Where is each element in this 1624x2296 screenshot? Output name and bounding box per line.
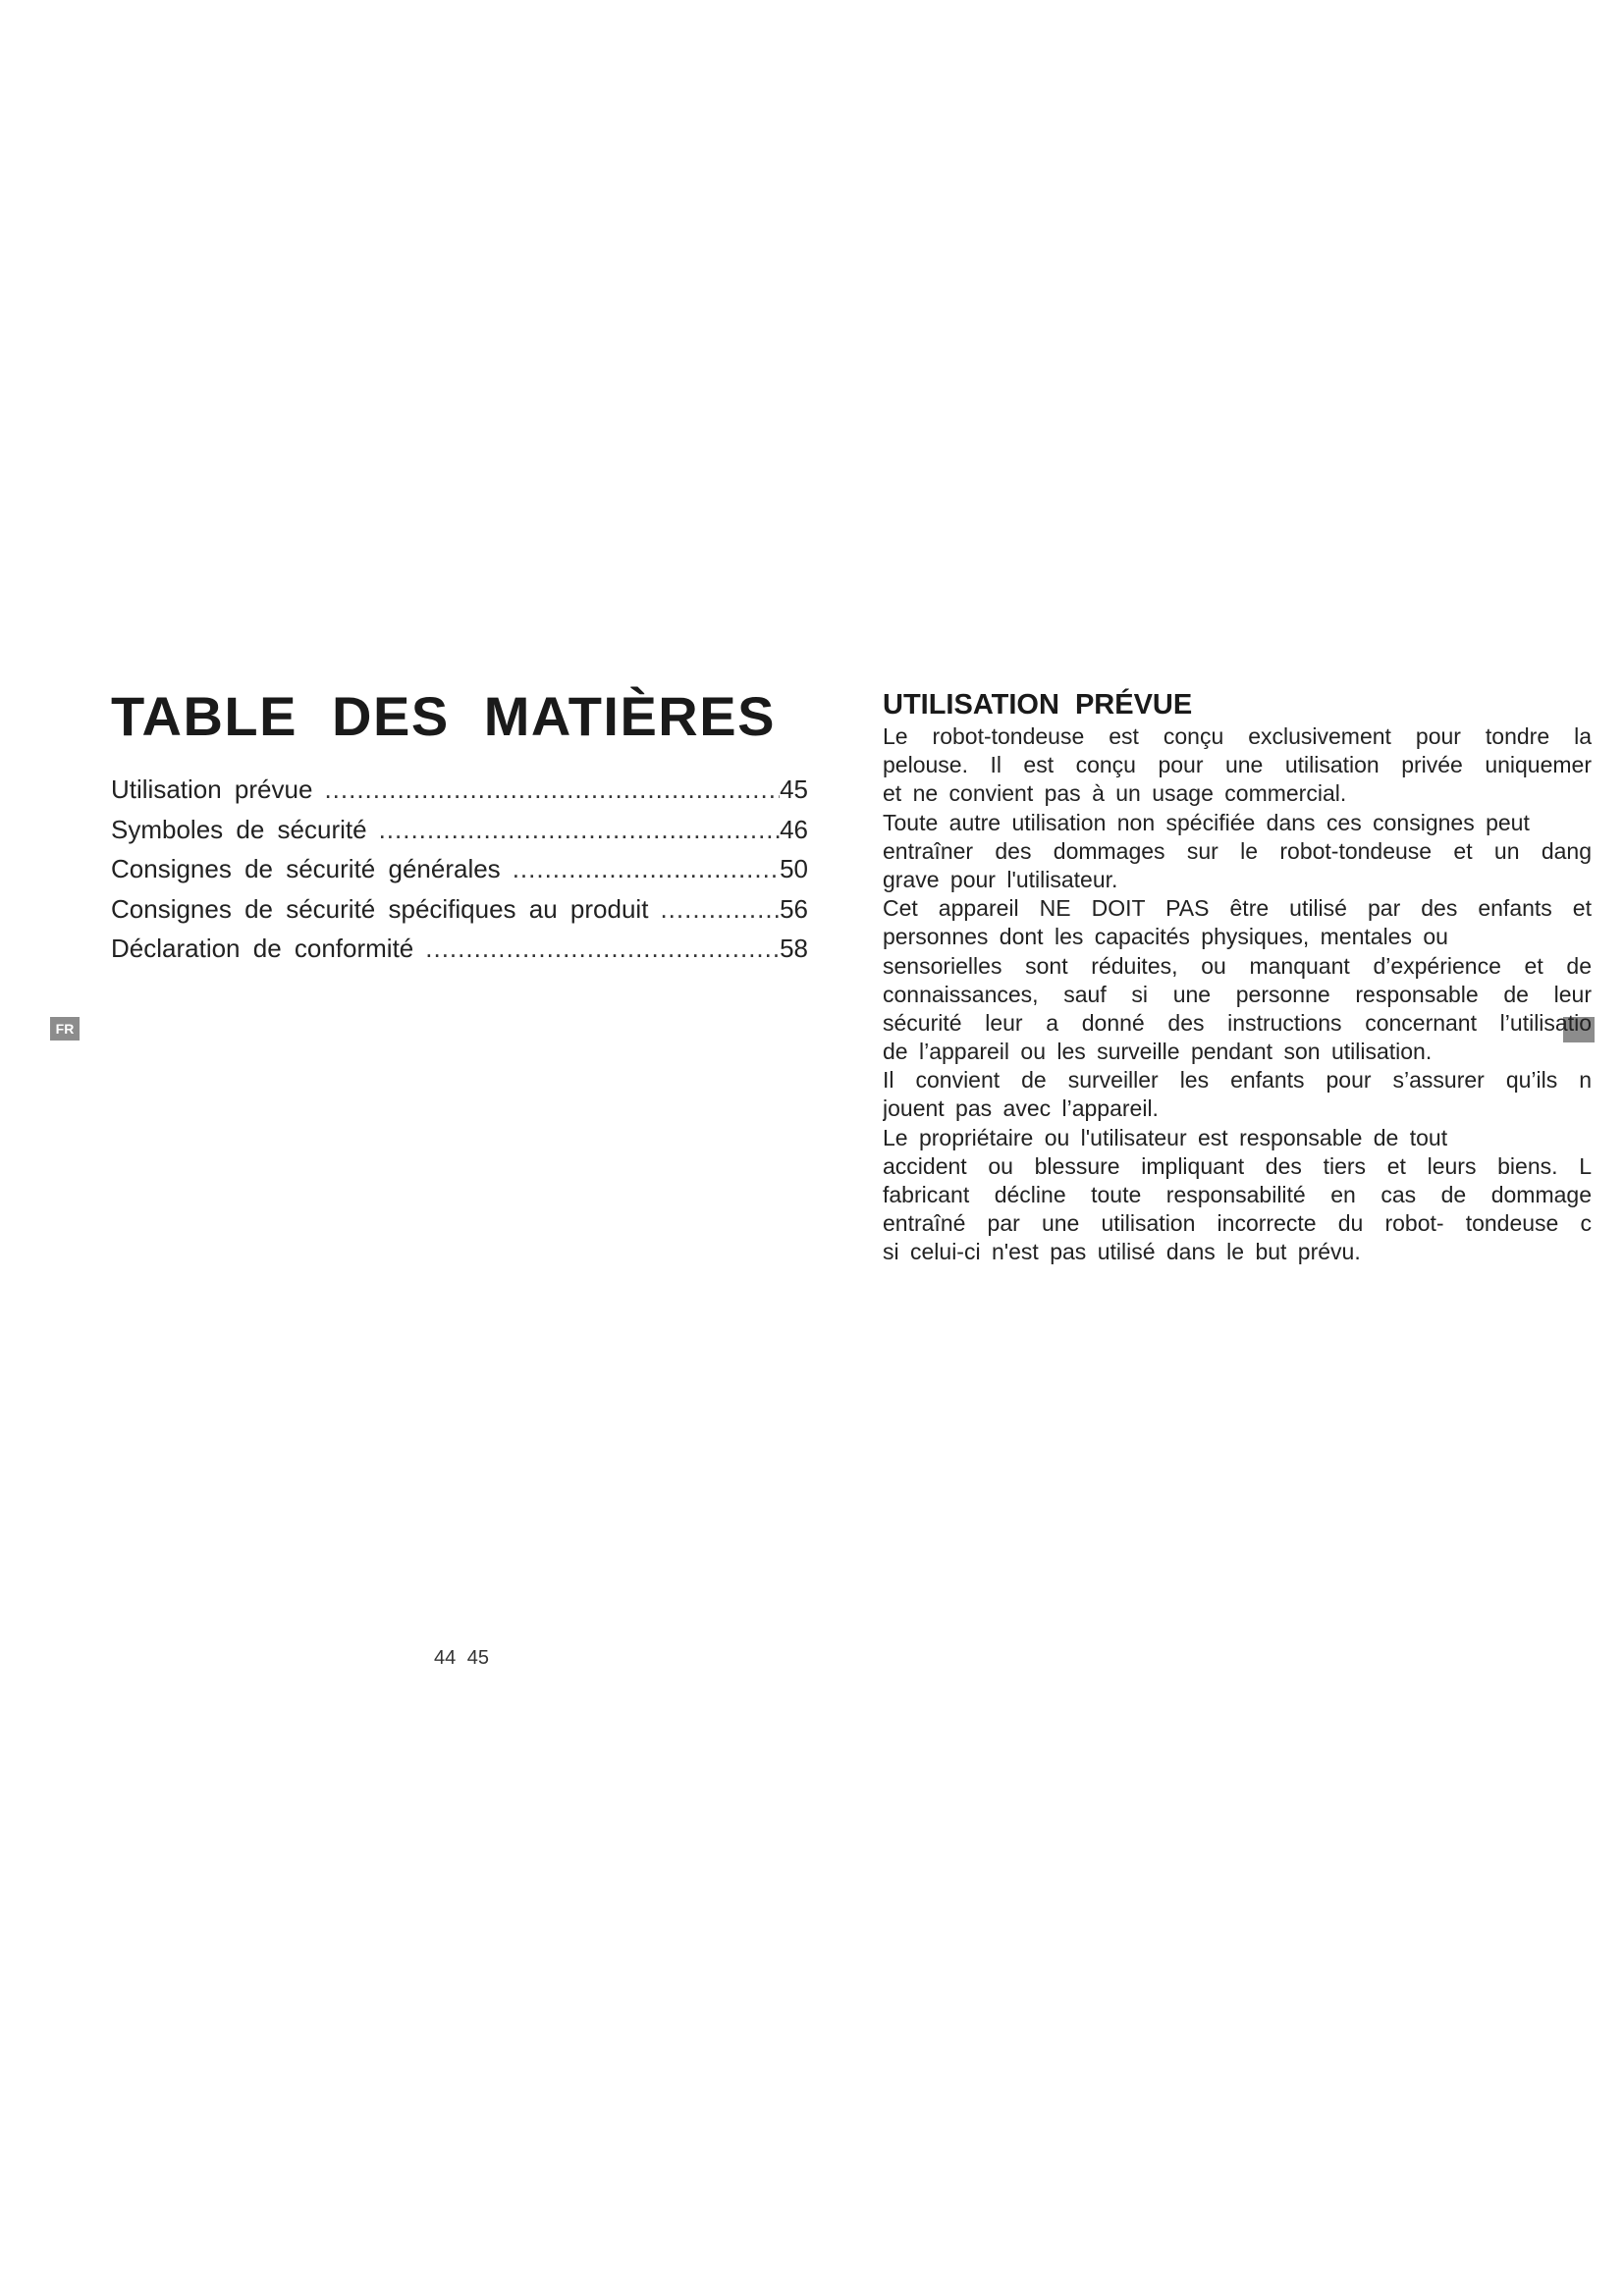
toc-entry-page: 45 bbox=[780, 774, 808, 804]
toc-leader-dots bbox=[425, 929, 780, 969]
body-line: entraîner des dommages sur le robot-tondeuse et un dang bbox=[883, 837, 1592, 864]
toc-entry[interactable] bbox=[111, 849, 808, 889]
body-line: Toute autre utilisation non spécifiée dans ces consignes peut bbox=[883, 809, 1530, 835]
language-tab: FR bbox=[50, 1017, 80, 1041]
body-line: Il convient de surveiller les enfants pour s’assurer qu’ils n bbox=[883, 1067, 1592, 1094]
body-line: personnes dont les capacités physiques, mentales ou bbox=[883, 924, 1448, 950]
toc-entry-label: Utilisation prévue bbox=[111, 774, 313, 804]
toc-leader-dots bbox=[660, 889, 780, 930]
toc-entry-label: Déclaration de conformité bbox=[111, 934, 414, 963]
body-line: accident ou blessure impliquant des tiers et leurs biens. L bbox=[883, 1152, 1592, 1179]
section-title: UTILISATION PRÉVUE bbox=[883, 689, 1193, 721]
toc-entry-page: 46 bbox=[780, 814, 808, 844]
body-line: fabricant décline toute responsabilité en cas de dommage bbox=[883, 1182, 1592, 1207]
toc-leader-dots bbox=[324, 770, 780, 810]
body-line: Le propriétaire ou l'utilisateur est responsable de tout bbox=[883, 1124, 1448, 1150]
toc-entry-page: 56 bbox=[780, 893, 808, 924]
body-line: Le robot-tondeuse est conçu exclusivement pour tondre la bbox=[883, 723, 1592, 749]
page-numbers: 44 45 bbox=[434, 1647, 490, 1669]
body-line: entraîné par une utilisation incorrecte du robot- tondeuse c bbox=[883, 1210, 1592, 1237]
toc-entry[interactable] bbox=[111, 929, 808, 969]
toc-entry-label: Consignes de sécurité générales bbox=[111, 854, 501, 883]
toc-list bbox=[111, 770, 808, 969]
toc-entry-label: Consignes de sécurité spécifiques au produit bbox=[111, 893, 649, 924]
body-line: pelouse. Il est conçu pour une utilisation privée uniquemer bbox=[883, 752, 1592, 778]
toc-leader-dots bbox=[379, 810, 781, 850]
body-line: sensorielles sont réduites, ou manquant d’expérience et de bbox=[883, 952, 1592, 979]
toc-entry[interactable] bbox=[111, 810, 808, 850]
toc-leader-dots bbox=[513, 849, 780, 889]
body-line: connaissances, sauf si une personne responsable de leur bbox=[883, 981, 1592, 1007]
section-body bbox=[883, 722, 1592, 1267]
body-line: de l’appareil ou les surveille pendant son utilisation. bbox=[883, 1039, 1433, 1065]
toc-entry-label: Symboles de sécurité bbox=[111, 814, 367, 844]
intended-use-section bbox=[883, 687, 1592, 1276]
body-line: sécurité leur a donné des instructions concernant l’utilisatio bbox=[883, 1009, 1592, 1036]
toc-title: TABLE DES MATIÈRES bbox=[111, 685, 776, 747]
toc-entry-page: 58 bbox=[780, 934, 808, 963]
toc-entry[interactable] bbox=[111, 770, 808, 810]
body-line: jouent pas avec l’appareil. bbox=[883, 1095, 1159, 1122]
toc-entry-page: 50 bbox=[780, 854, 808, 883]
body-line: grave pour l'utilisateur. bbox=[883, 866, 1118, 892]
body-line: si celui-ci n'est pas utilisé dans le but prévu. bbox=[883, 1239, 1361, 1265]
body-line: Cet appareil NE DOIT PAS être utilisé par des enfants et bbox=[883, 895, 1592, 922]
body-line: et ne convient pas à un usage commercial. bbox=[883, 780, 1347, 807]
toc-entry[interactable] bbox=[111, 889, 808, 930]
